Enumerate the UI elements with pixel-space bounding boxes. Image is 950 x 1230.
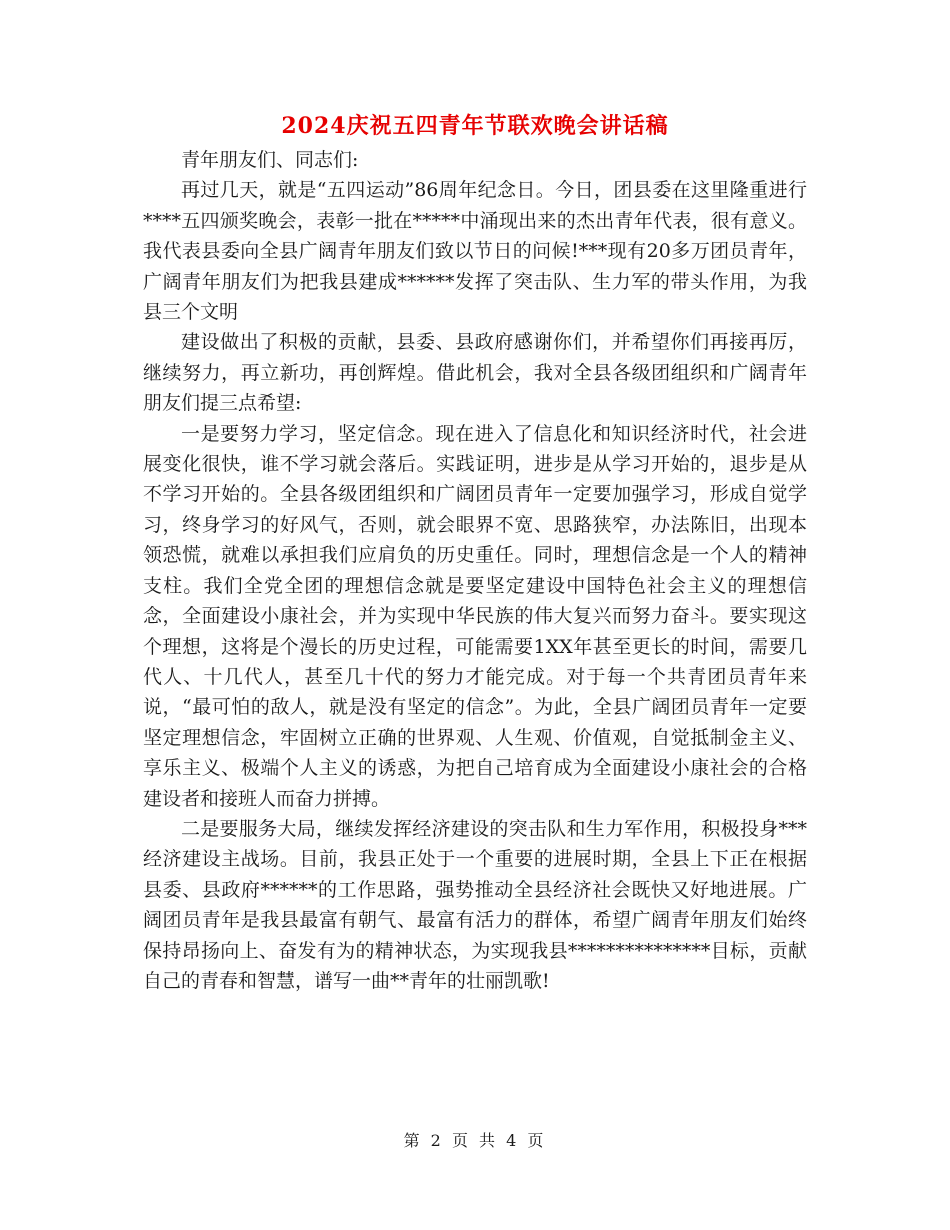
point-one-paragraph: 一是要努力学习，坚定信念。现在进入了信息化和知识经济时代，社会进展变化很快，谁不学习就会落后。实践证明，进步是从学习开始的，退步是从不学习开始的。全县各级团组织和广阔团员青年一定要加强学习，形成自觉学习，终身学习的好风气，否则，就会眼界不宽、思路狭窄，办法陈旧，出现本领恐慌，就难以承担我们应肩负的历史重任。同时，理想信念是一个人的精神支柱。我们全党全团的理想信念就是要坚定建设中国特色社会主义的理想信念，全面建设小康社会，并为实现中华民族的伟大复兴而努力奋斗。要实现这个理想，这将是个漫长的历史过程，可能需要1XX年甚至更长的时间，需要几代人、十几代人，甚至几十代的努力才能完成。对于每一个共青团员青年来说，“最可怕的敌人，就是没有坚定的信念”。为此，全县广阔团员青年一定要坚定理想信念，牢固树立正确的世界观、人生观、价值观，自觉抵制金主义、享乐主义、极端个人主义的诱惑，为把自己培育成为全面建设小康社会的合格建设者和接班人而奋力拼搏。: [143, 422, 807, 810]
document-title: 2024庆祝五四青年节联欢晚会讲话稿: [281, 113, 669, 139]
document-body: [143, 145, 807, 996]
intro-paragraph: 再过几天，就是“五四运动”86周年纪念日。今日，团县委在这里隆重进行****五四颁奖晚会，表彰一批在*****中涌现出来的杰出青年代表，很有意义。我代表县委向全县广阔青年朋友们致以节日的问候!***现有20多万团员青年，广阔青年朋友们为把我县建成******发挥了突击队、生力军的带头作用，为我县三个文明: [143, 179, 807, 324]
point-two-paragraph: 二是要服务大局，继续发挥经济建设的突击队和生力军作用，积极投身***经济建设主战场。目前，我县正处于一个重要的进展时期，全县上下正在根据县委、县政府******的工作思路，强势推动全县经济社会既快又好地进展。广阔团员青年是我县最富有朝气、最富有活力的群体，希望广阔青年朋友们始终保持昂扬向上、奋发有为的精神状态，为实现我县***************目标，贡献自己的青春和智慧，谱写一曲**青年的壮丽凯歌!: [143, 817, 807, 992]
continuation-paragraph: 建设做出了积极的贡献，县委、县政府感谢你们，并希望你们再接再厉，继续努力，再立新功，再创辉煌。借此机会，我对全县各级团组织和广阔青年朋友们提三点希望:: [143, 331, 807, 415]
salutation-paragraph: 青年朋友们、同志们:: [181, 149, 359, 171]
page-number-footer: 第 2 页 共 4 页: [403, 1131, 547, 1150]
